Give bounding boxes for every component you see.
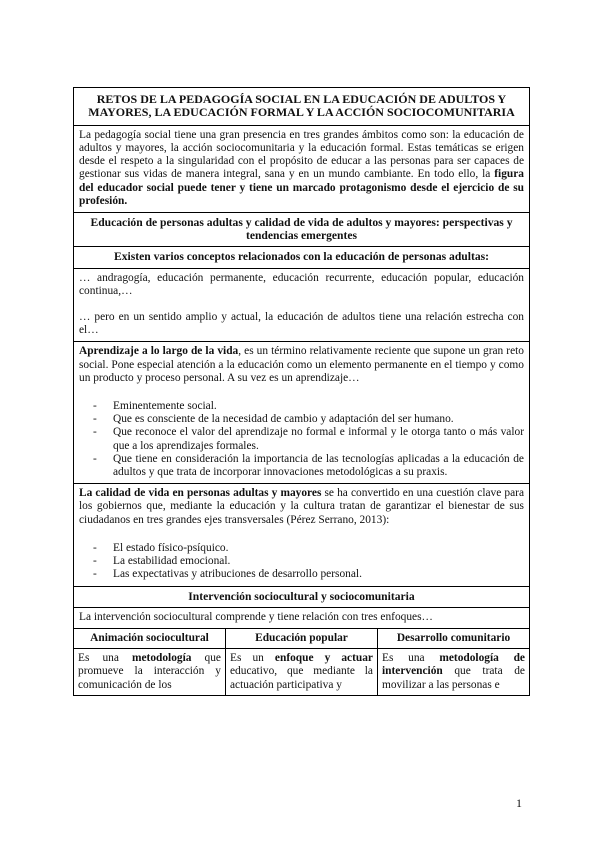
concepts-line-1: … andragogía, educación permanente, educación recurrente, educación popular, educación continua,… [79,271,524,297]
quality-text: se ha convertido en una cuestión clave para los gobiernos que, mediante la educación y la cultura tratan de garantizar el bienestar de sus ciudadanos en tres grandes ejes transversales (Pérez Serrano, 2013): [79,487,524,526]
approach-bodies [74,648,529,695]
list-item: - Que tiene en consideración la importancia de las tecnologías aplicadas a la educación de adultos y que trata de incorporar innovaciones metodológicas a su praxis. [93,453,524,479]
approach-headers [74,628,529,648]
concepts-line-2: … pero en un sentido amplio y actual, la educación de adultos tiene una relación estrecha con el… [79,311,524,337]
lifelong-list [79,400,524,479]
lifelong-bold-text: Aprendizaje a lo largo de la vida [79,345,239,358]
lifelong-section [74,341,529,483]
list-item: - Eminentemente social. [93,400,524,413]
concepts-section [74,268,529,342]
section1-heading: Educación de personas adultas y calidad de vida de adultos y mayores: perspectivas y tendencias emergentes [74,212,529,246]
column-header-animacion: Animación sociocultural [90,631,209,644]
quality-paragraph [79,487,524,527]
list-item: - Las expectativas y atribuciones de desarrollo personal. [93,568,524,581]
column-header-desarrollo: Desarrollo comunitario [377,629,529,648]
intro-bold-text: figura del educador social puede tener y tiene un marcado protagonismo desde el ejercicio de su profesión. [79,168,524,207]
quality-list [79,542,524,582]
list-item: - Que es consciente de la necesidad de cambio y adaptación del ser humano. [93,413,524,426]
list-item: - La estabilidad emocional. [93,555,524,568]
list-item: - Que reconoce el valor del aprendizaje no formal e informal y le otorga tanto o más valor que a los aprendizajes formales. [93,426,524,452]
column-body-desarrollo: Es una metodología de intervención que trata de movilizar a las personas e [377,649,529,695]
lifelong-paragraph [79,345,524,385]
intro-section [74,125,529,212]
intro-paragraph [79,129,524,208]
lifelong-text: , es un término relativamente reciente que supone un gran reto social. Pone especial atención a la educación como un elemento permanente en el tiempo y como un producto y proceso personal. A su vez es un aprendizaje… [79,345,524,384]
document-table [73,87,530,696]
column-header-educacion-popular: Educación popular [225,629,377,648]
page-number: 1 [516,796,522,810]
section2-intro: La intervención sociocultural comprende y tiene relación con tres enfoques… [74,607,529,628]
quality-section [74,483,529,585]
list-item: - El estado físico-psíquico. [93,542,524,555]
document-title: RETOS DE LA PEDAGOGÍA SOCIAL EN LA EDUCACIÓN DE ADULTOS Y MAYORES, LA EDUCACIÓN FORMAL Y LA ACCIÓN SOCIOCOMUNITARIA [88,92,515,120]
concepts-heading: Existen varios conceptos relacionados con la educación de personas adultas: [74,246,529,267]
quality-bold-text: La calidad de vida en personas adultas y mayores [79,487,322,500]
intro-text: La pedagogía social tiene una gran presencia en tres grandes ámbitos como son: la educación de adultos y mayores, la acción sociocomunitaria y la educación formal. Estas temáticas se erigen desde el respeto a la singularidad con el propósito de educar a las personas para ser capaces de gestionar sus vidas de manera integral, sana y en un mundo cambiante. En todo ello, la [79,128,524,181]
section2-heading: Intervención sociocultural y sociocomunitaria [74,586,529,607]
column-body-educacion-popular: Es un enfoque y actuar educativo, que mediante la actuación participativa y [225,649,377,695]
column-body-animacion: Es una metodología que promueve la interacción y comunicación de los [78,652,221,691]
